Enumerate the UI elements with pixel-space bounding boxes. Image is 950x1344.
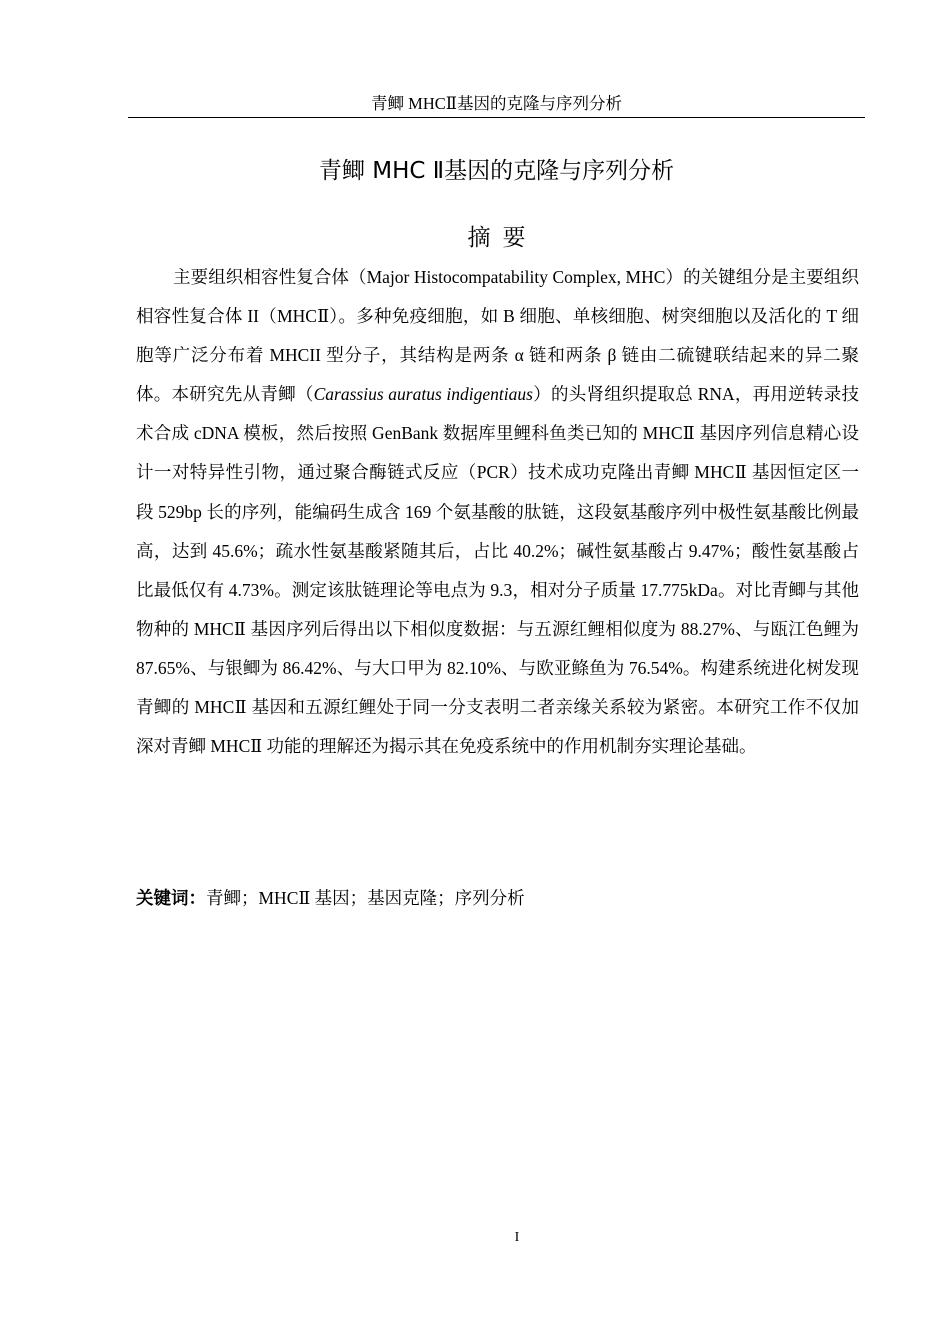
keywords-line: [136, 880, 859, 916]
running-header-title: 青鲫 MHCⅡ基因的克隆与序列分析: [371, 94, 622, 113]
abstract-paragraph: [136, 258, 859, 766]
document-title: 青鲫 MHC Ⅱ基因的克隆与序列分析: [318, 158, 675, 184]
species-latin-name: Carassius auratus indigentiaus: [313, 384, 533, 405]
page-number: I: [514, 1230, 520, 1245]
keywords-text: 青鲫；MHCⅡ 基因；基因克隆；序列分析: [206, 888, 525, 908]
abstract-text-part2: ）的头肾组织提取总 RNA，再用逆转录技术合成 cDNA 模板，然后按照 GenBank 数据库里鲤科鱼类已知的 MHCⅡ 基因序列信息精心设计一对特异性引物，通过聚合酶链式反应（PCR）技术成功克隆出青鲫 MHCⅡ 基因恒定区一段 529bp 长的序列，能编码生成含 169 个氨基酸的肽链，这段氨基酸序列中极性氨基酸比例最高，达到 45.6%；疏水性氨基酸紧随其后，占比 40.2%；碱性氨基酸占 9.47%；酸性氨基酸占比最低仅有 4.73%。测定该肽链理论等电点为 9.3，相对分子质量 17.775kDa。对比青鲫与其他物种的 MHCⅡ 基因序列后得出以下相似度数据：与五源红鲤相似度为 88.27%、与瓯江色鲤为 87.65%、与银鲫为 86.42%、与大口甲为 82.10%、与欧亚鲦鱼为 76.54%。构建系统进化树发现青鲫的 MHCⅡ 基因和五源红鲤处于同一分支表明二者亲缘关系较为紧密。本研究工作不仅加深对青鲫 MHCⅡ 功能的理解还为揭示其在免疫系统中的作用机制夯实理论基础。: [136, 384, 859, 757]
keywords-label: 关键词：: [136, 888, 206, 908]
abstract-text-part1: 主要组织相容性复合体（Major Histocompatability Complex, MHC）的关键组分是主要组织相容性复合体 II（MHCⅡ）。多种免疫细胞，如 B 细胞、单核细胞、树突细胞以及活化的 T 细胞等广泛分布着 MHCII 型分子，其结构是两条 α 链和两条 β 链由二硫键联结起来的异二聚体。本研究先从青鲫（: [136, 267, 859, 405]
running-header: [128, 94, 865, 118]
abstract-heading: 摘要: [467, 225, 538, 251]
